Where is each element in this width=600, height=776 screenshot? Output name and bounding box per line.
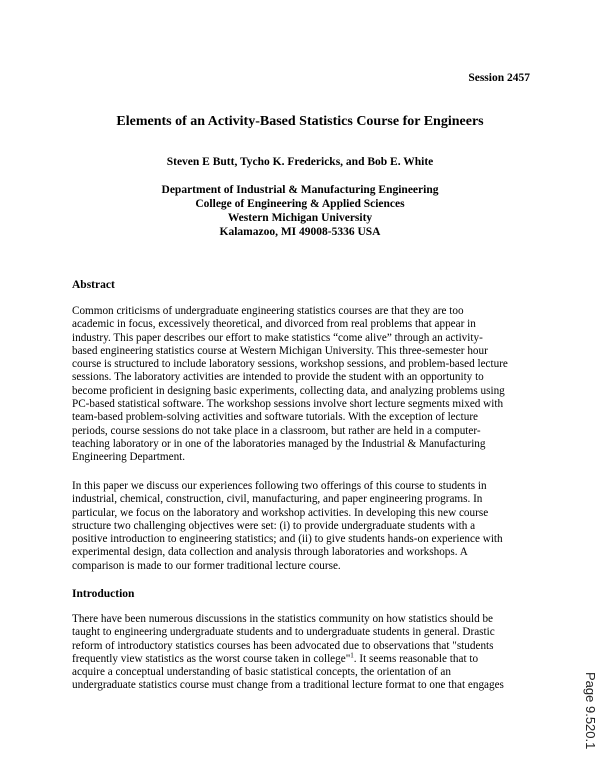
introduction-heading: Introduction <box>72 588 135 600</box>
text-line: team-based problem-solving activities and software tutorials. With the exception of lecture <box>72 411 479 424</box>
text-line: teaching laboratory or in one of the laboratories managed by the Industrial & Manufacturing <box>72 437 486 450</box>
affiliation-department: Department of Industrial & Manufacturing Engineering <box>161 184 439 196</box>
text-line: Engineering Department. <box>72 451 186 464</box>
text-line: particular, we focus on the laboratory and workshop activities. In developing this new course <box>72 506 489 519</box>
session-label: Session 2457 <box>468 72 530 84</box>
paper-title: Elements of an Activity-Based Statistics Course for Engineers <box>116 114 484 129</box>
affiliation-block <box>0 183 600 239</box>
text-line: structure two challenging objectives were set: (i) to provide undergraduate students with a <box>72 519 476 532</box>
introduction-paragraph <box>72 613 530 693</box>
text-line: comparison is made to our former traditional lecture course. <box>72 559 341 572</box>
affiliation-college: College of Engineering & Applied Sciences <box>195 198 405 210</box>
text-line: industrial, chemical, construction, civil, manufacturing, and paper engineering programs. In <box>72 493 483 506</box>
text-line: experimental design, data collection and analysis through laboratories and workshops. A <box>72 546 468 559</box>
abstract-paragraph-2 <box>72 480 530 573</box>
text-line: industry. This paper describes our effort to make statistics “come alive” through an activity- <box>72 331 483 344</box>
affiliation-address: Kalamazoo, MI 49008-5336 USA <box>219 226 381 238</box>
abstract-paragraph-1 <box>72 305 530 465</box>
text-line: In this paper we discuss our experiences following two offerings of this course to students in <box>72 480 487 492</box>
text-line: Common criticisms of undergraduate engineering statistics courses are that they are too <box>72 305 464 317</box>
authors: Steven E Butt, Tycho K. Fredericks, and Bob E. White <box>166 156 434 168</box>
text-line: positive introduction to engineering statistics; and (ii) to give students hands-on experience with <box>72 533 503 546</box>
abstract-heading: Abstract <box>72 279 115 291</box>
footnote-reference: 1 <box>350 651 354 660</box>
page-number-label: Page 9.520.1 <box>583 672 598 750</box>
text-line: PC-based statistical software. The workshop sessions involve short lecture segments mixed with <box>72 398 504 411</box>
text-line: course is structured to include laboratory sessions, workshop sessions, and problem-based lecture <box>72 358 508 371</box>
text-line <box>72 653 530 666</box>
text-line: reform of introductory statistics courses has been advocated due to observations that "students <box>72 639 494 652</box>
text-line: academic in focus, excessively theoretical, and divorced from real problems that appear in <box>72 318 476 331</box>
text-line: sessions. The laboratory activities are intended to provide the student with an opportunity to <box>72 371 484 384</box>
text-line: periods, course sessions do not take place in a classroom, but rather are held in a computer- <box>72 424 481 437</box>
text-line: based engineering statistics course at Western Michigan University. This three-semester hour <box>72 344 488 357</box>
affiliation-university: Western Michigan University <box>227 212 373 224</box>
text-line: acquire a conceptual understanding of basic statistical concepts, the orientation of an <box>72 666 451 679</box>
text-line: undergraduate statistics course must change from a traditional lecture format to one that engages <box>72 679 504 692</box>
text-line: taught to engineering undergraduate students and to undergraduate students in general. Drastic <box>72 626 495 639</box>
text-line: become proficient in designing basic experiments, collecting data, and analyzing problems using <box>72 384 505 397</box>
text-segment: . It seems reasonable that to <box>353 652 479 665</box>
text-line: There have been numerous discussions in the statistics community on how statistics should be <box>72 613 494 625</box>
text-segment: frequently view statistics as the worst course taken in college" <box>72 652 351 665</box>
